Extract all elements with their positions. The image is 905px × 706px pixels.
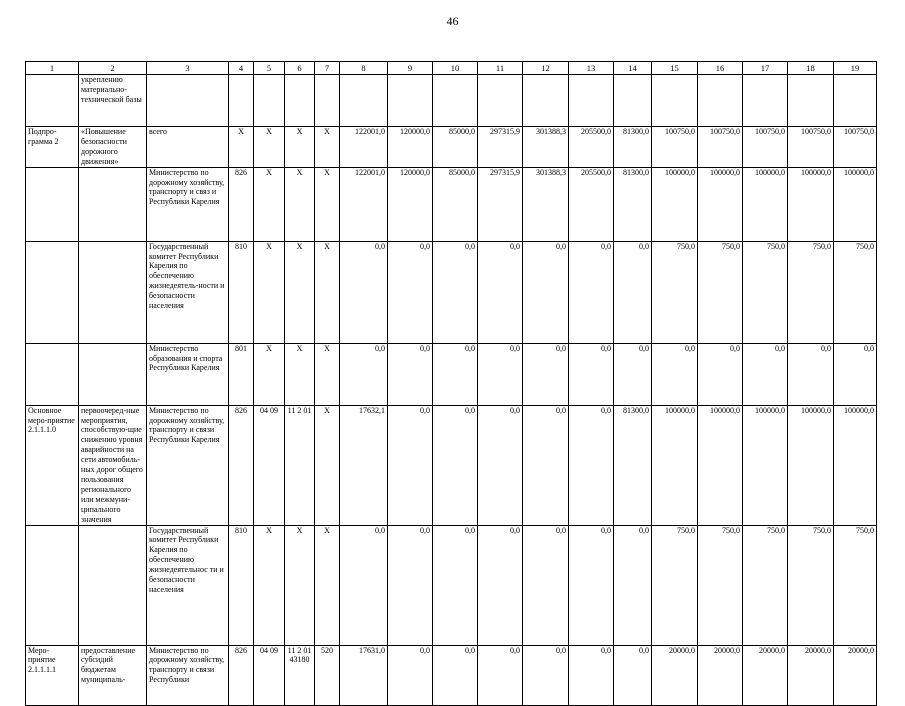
table-cell: 0,0 (788, 343, 834, 405)
table-cell: «Повышение безопасности дорожного движения» (79, 127, 147, 168)
table-cell: 100000,0 (743, 167, 788, 241)
table-cell: 0,0 (569, 343, 614, 405)
table-cell: 0,0 (652, 343, 698, 405)
table-cell: 100000,0 (788, 405, 834, 525)
table-cell: 0,0 (834, 343, 877, 405)
table-row (26, 167, 877, 241)
table-row (26, 525, 877, 645)
table-cell (26, 241, 79, 343)
table-cell: X (254, 241, 285, 343)
table-cell: 85000,0 (433, 167, 478, 241)
table-cell: 0,0 (478, 241, 523, 343)
header-cell: 14 (614, 62, 652, 75)
table-cell: 100000,0 (834, 167, 877, 241)
table-cell (743, 75, 788, 127)
table-cell (79, 525, 147, 645)
table-cell: X (315, 127, 340, 168)
table-cell: X (254, 525, 285, 645)
table-cell: Государственный комитет Республики Карелия по обеспечению жизнедеятельнос ти и безопасности населения (147, 525, 229, 645)
table-cell: X (315, 405, 340, 525)
table-cell (26, 343, 79, 405)
table-cell: X (254, 343, 285, 405)
table-cell: 297315,9 (478, 127, 523, 168)
table-cell (229, 75, 254, 127)
table-cell: 0,0 (523, 405, 569, 525)
table-cell: X (254, 127, 285, 168)
table-row (26, 645, 877, 705)
table-cell: 750,0 (652, 241, 698, 343)
header-cell: 15 (652, 62, 698, 75)
table-cell: 100000,0 (698, 167, 743, 241)
table-cell (698, 75, 743, 127)
table-cell: 0,0 (614, 241, 652, 343)
table-cell: 20000,0 (834, 645, 877, 705)
table-cell: 100000,0 (834, 405, 877, 525)
table-cell: X (315, 241, 340, 343)
table-cell: 04 09 (254, 645, 285, 705)
header-cell: 19 (834, 62, 877, 75)
table-cell: 0,0 (614, 645, 652, 705)
table-cell: Государственный комитет Республики Карелия по обеспечению жизнедеятель-ности и безопасности населения (147, 241, 229, 343)
table-cell: 11 2 01 (285, 405, 315, 525)
table-cell: 100000,0 (652, 167, 698, 241)
table-cell: 801 (229, 343, 254, 405)
table-cell: 100750,0 (743, 127, 788, 168)
table-cell: X (315, 343, 340, 405)
table-cell: 301388,3 (523, 127, 569, 168)
header-cell: 7 (315, 62, 340, 75)
table-cell: 20000,0 (652, 645, 698, 705)
table-cell: 100000,0 (788, 167, 834, 241)
header-cell: 9 (388, 62, 433, 75)
table-cell: X (285, 525, 315, 645)
table-cell: 0,0 (340, 343, 388, 405)
table-cell (26, 167, 79, 241)
table-cell (788, 75, 834, 127)
table-cell: Министерство по дорожному хозяйству, транспорту и связи Республики (147, 645, 229, 705)
table-cell (254, 75, 285, 127)
table-cell (79, 241, 147, 343)
table-cell (147, 75, 229, 127)
table-cell: 750,0 (743, 525, 788, 645)
table-cell (340, 75, 388, 127)
table-cell: 750,0 (834, 241, 877, 343)
table-cell: 100000,0 (698, 405, 743, 525)
table-cell: 81300,0 (614, 127, 652, 168)
table-row (26, 75, 877, 127)
table-cell: 0,0 (433, 241, 478, 343)
header-cell: 3 (147, 62, 229, 75)
table-cell: 81300,0 (614, 167, 652, 241)
table-cell: 0,0 (569, 241, 614, 343)
table-cell: 0,0 (614, 525, 652, 645)
table-cell: 100750,0 (652, 127, 698, 168)
table-cell: 0,0 (433, 405, 478, 525)
header-cell: 12 (523, 62, 569, 75)
table-cell: 0,0 (614, 343, 652, 405)
table-cell (478, 75, 523, 127)
table-cell: 810 (229, 525, 254, 645)
table-cell: 0,0 (698, 343, 743, 405)
header-cell: 6 (285, 62, 315, 75)
table-cell (79, 167, 147, 241)
table-cell: 0,0 (569, 405, 614, 525)
table-cell (26, 525, 79, 645)
table-cell: 100000,0 (652, 405, 698, 525)
table-cell: Министерство образования и спорта Республики Карелия (147, 343, 229, 405)
table-row (26, 127, 877, 168)
table-cell: 0,0 (388, 525, 433, 645)
header-cell: 4 (229, 62, 254, 75)
page-number: 46 (446, 14, 459, 28)
header-cell: 5 (254, 62, 285, 75)
table-cell: 122001,0 (340, 127, 388, 168)
table-cell: 0,0 (523, 241, 569, 343)
header-cell: 10 (433, 62, 478, 75)
table-cell (614, 75, 652, 127)
table-cell: 0,0 (433, 525, 478, 645)
table-cell (79, 343, 147, 405)
table-cell: 20000,0 (743, 645, 788, 705)
table-cell: 17631,0 (340, 645, 388, 705)
table-cell: 301388,3 (523, 167, 569, 241)
table-cell: 205500,0 (569, 167, 614, 241)
table-cell: X (315, 167, 340, 241)
budget-table (25, 61, 877, 706)
table-cell: 0,0 (340, 525, 388, 645)
table-cell: 750,0 (698, 241, 743, 343)
table-cell: 120000,0 (388, 127, 433, 168)
table-cell: 17632,1 (340, 405, 388, 525)
table-cell: 85000,0 (433, 127, 478, 168)
table-cell: 826 (229, 405, 254, 525)
header-row (26, 62, 877, 75)
table-cell: всего (147, 127, 229, 168)
table-row (26, 405, 877, 525)
table-cell: 100000,0 (743, 405, 788, 525)
table-cell: 750,0 (743, 241, 788, 343)
table-cell: 100750,0 (788, 127, 834, 168)
table-cell: X (315, 525, 340, 645)
table-cell: 120000,0 (388, 167, 433, 241)
table-cell: 0,0 (433, 645, 478, 705)
table-cell: X (285, 241, 315, 343)
table-row (26, 343, 877, 405)
table-cell: 20000,0 (788, 645, 834, 705)
table-cell: 0,0 (388, 241, 433, 343)
table-cell (834, 75, 877, 127)
table-cell: 826 (229, 167, 254, 241)
table-cell: X (285, 343, 315, 405)
table-cell: 520 (315, 645, 340, 705)
table-cell: 0,0 (388, 645, 433, 705)
table-cell: 100750,0 (698, 127, 743, 168)
table-cell: 750,0 (788, 241, 834, 343)
table-cell: 0,0 (478, 645, 523, 705)
table-cell: 0,0 (523, 525, 569, 645)
table-cell (315, 75, 340, 127)
table-cell: 0,0 (478, 525, 523, 645)
table-cell: 0,0 (743, 343, 788, 405)
table-cell: 0,0 (569, 645, 614, 705)
table-cell: Министерство по дорожному хозяйству, транспорту и связи Республики Карелия (147, 405, 229, 525)
table-cell: 0,0 (478, 405, 523, 525)
table-cell: 750,0 (652, 525, 698, 645)
table-cell: X (285, 127, 315, 168)
table-cell: Основное меро-приятие 2.1.1.1.0 (26, 405, 79, 525)
table-cell (652, 75, 698, 127)
table-cell: 0,0 (433, 343, 478, 405)
table-cell: Меро-приятие 2.1.1.1.1 (26, 645, 79, 705)
header-cell: 8 (340, 62, 388, 75)
header-cell: 13 (569, 62, 614, 75)
header-cell: 18 (788, 62, 834, 75)
table-cell: предоставление субсидий бюджетам муниципаль- (79, 645, 147, 705)
table-cell (523, 75, 569, 127)
table-cell: 750,0 (834, 525, 877, 645)
table-cell: 750,0 (698, 525, 743, 645)
table-cell: 0,0 (388, 343, 433, 405)
header-cell: 1 (26, 62, 79, 75)
table-cell: 0,0 (569, 525, 614, 645)
table-cell (433, 75, 478, 127)
table-cell: 81300,0 (614, 405, 652, 525)
table-row (26, 241, 877, 343)
table-cell: Министерство по дорожному хозяйству, транспорту и связ и Республики Карелия (147, 167, 229, 241)
header-cell: 2 (79, 62, 147, 75)
table-cell (388, 75, 433, 127)
table-cell: X (229, 127, 254, 168)
table-cell: X (254, 167, 285, 241)
table-cell: 0,0 (523, 343, 569, 405)
table-cell: 11 2 01 43180 (285, 645, 315, 705)
header-cell: 11 (478, 62, 523, 75)
table-cell: 0,0 (340, 241, 388, 343)
table-cell: первоочеред-ные мероприятия, способствую-щие снижению уровня аварийности на сети автомобиль-ных дорог общего пользования регионального или межмуни-ципального значения (79, 405, 147, 525)
table-cell: 297315,9 (478, 167, 523, 241)
table-cell: 100750,0 (834, 127, 877, 168)
table-cell: 205500,0 (569, 127, 614, 168)
table-cell: 20000,0 (698, 645, 743, 705)
table-cell: 810 (229, 241, 254, 343)
table-cell: 826 (229, 645, 254, 705)
header-cell: 17 (743, 62, 788, 75)
table-cell: Подпро-грамма 2 (26, 127, 79, 168)
table-cell: 0,0 (478, 343, 523, 405)
table-cell: 122001,0 (340, 167, 388, 241)
table-cell: 0,0 (388, 405, 433, 525)
table-cell: X (285, 167, 315, 241)
table-cell: укреплению материально-технической базы (79, 75, 147, 127)
table-cell: 750,0 (788, 525, 834, 645)
table-cell (285, 75, 315, 127)
header-cell: 16 (698, 62, 743, 75)
table-cell (26, 75, 79, 127)
table-cell (569, 75, 614, 127)
table-cell: 0,0 (523, 645, 569, 705)
table-cell: 04 09 (254, 405, 285, 525)
